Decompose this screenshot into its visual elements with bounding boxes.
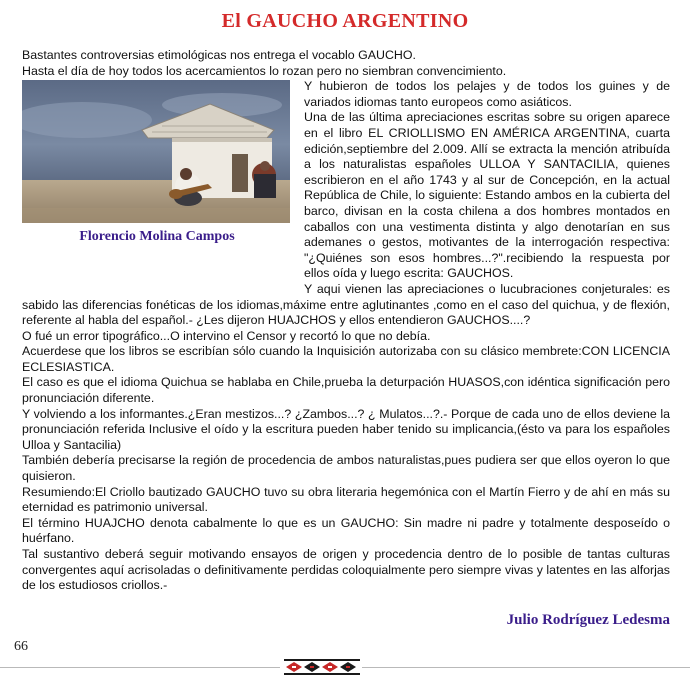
paragraph: Y hubieron de todos los pelajes y de todos los guines y de variados idiomas tanto europeos como asiáticos. (304, 79, 670, 109)
painting-figure (22, 79, 292, 284)
intro-line: Hasta el día de hoy todos los acercamientos lo rozan pero no siembran convencimiento. (22, 63, 507, 78)
footer-rule-right (362, 667, 690, 668)
paragraph: Y aqui vienen las apreciaciones o lucubraciones conjeturales: es sabido las diferencias fonéticas de los idiomas,máxime entre aglutinantes ,como en el caso del quichua, y de flexión, referente al habla del español.- ¿Les dijeron HUAJCHOS y ellos entendieron GAUCHOS....? (22, 281, 670, 328)
andean-pattern-ornament-icon (284, 657, 360, 677)
paragraph: Y volviendo a los informantes.¿Eran mestizos...? ¿Zambos...? ¿ Mulatos...?.- Porque de cada uno de ellos deviene la pronunciación referida Inclusive el oído y la escritura pueden haber tenido su implicancia,(ésto va para los españoles Ulloa y Santacilia) (22, 406, 670, 452)
paragraph: O fué un error tipográfico...O intervino el Censor y recortó lo que no debía. (22, 328, 431, 343)
article-body (22, 48, 670, 594)
gaucho-painting-image (22, 80, 290, 223)
paragraph: El término HUAJCHO denota cabalmente lo que es un GAUCHO: Sin madre ni padre y totalmente desposeído o huérfano. (22, 515, 670, 546)
intro-line: Bastantes controversias etimológicas nos entrega el vocablo GAUCHO. (22, 48, 416, 62)
paragraph: Una de las última apreciaciones escritas sobre su origen aparece en el libro EL CRIOLLISMO EN AMÉRICA ARGENTINA, cuarta edición,septiembre del 2.009. Allí se extracta la mención atribuída a los naturalistas españoles ULLOA Y SANTACILIA, quienes escribieron en el año 1743 y al sur de Concepción, en la actual República de Chile, lo siguiente: Estando ambos en la cubierta del barco, divisan en la costa chilena a dos hombres montados en caballos con una vestimenta distinta y algo denotarían en sus ademanes o gestos, motivantes de la interrogación respectiva: "¿Quiénes son esos hombres...?".recibiendo la respuesta por ellos oída y luego escrita: GAUCHOS. (304, 110, 670, 281)
page-title: El GAUCHO ARGENTINO (221, 10, 469, 32)
paragraph: También debería precisarse la región de procedencia de ambos naturalistas,pues pudiera ser que ellos oyeron lo que quisieron. (22, 453, 670, 484)
paragraph: Acuerdese que los libros se escribían sólo cuando la Inquisición autorizaba con su clásico membrete:CON LICENCIA ECLESIASTICA. (22, 344, 670, 374)
page-number: 66 (14, 639, 28, 654)
paragraph: Resumiendo:El Criollo bautizado GAUCHO tuvo su obra literaria hegemónica con el Martín Fierro y de ahí en más su eternidad es patrimonio universal. (22, 484, 670, 515)
author-signature: Julio Rodríguez Ledesma (506, 612, 670, 628)
footer-rule-left (0, 667, 280, 668)
paragraph: El caso es que el idioma Quichua se hablaba en Chile,prueba la deturpación HUASOS,con idéntica significación pero pronunciación diferente. (22, 375, 670, 406)
figure-caption: Florencio Molina Campos (79, 229, 235, 245)
paragraph: Tal sustantivo deberá seguir motivando ensayos de origen y procedencia dentro de lo posible de tantas culturas convergentes aquí acrisoladas o definitivamente perdidas coloquialmente pero siempre vivas y latentes en las alforjas de los estudiosos criollos.- (22, 547, 670, 593)
